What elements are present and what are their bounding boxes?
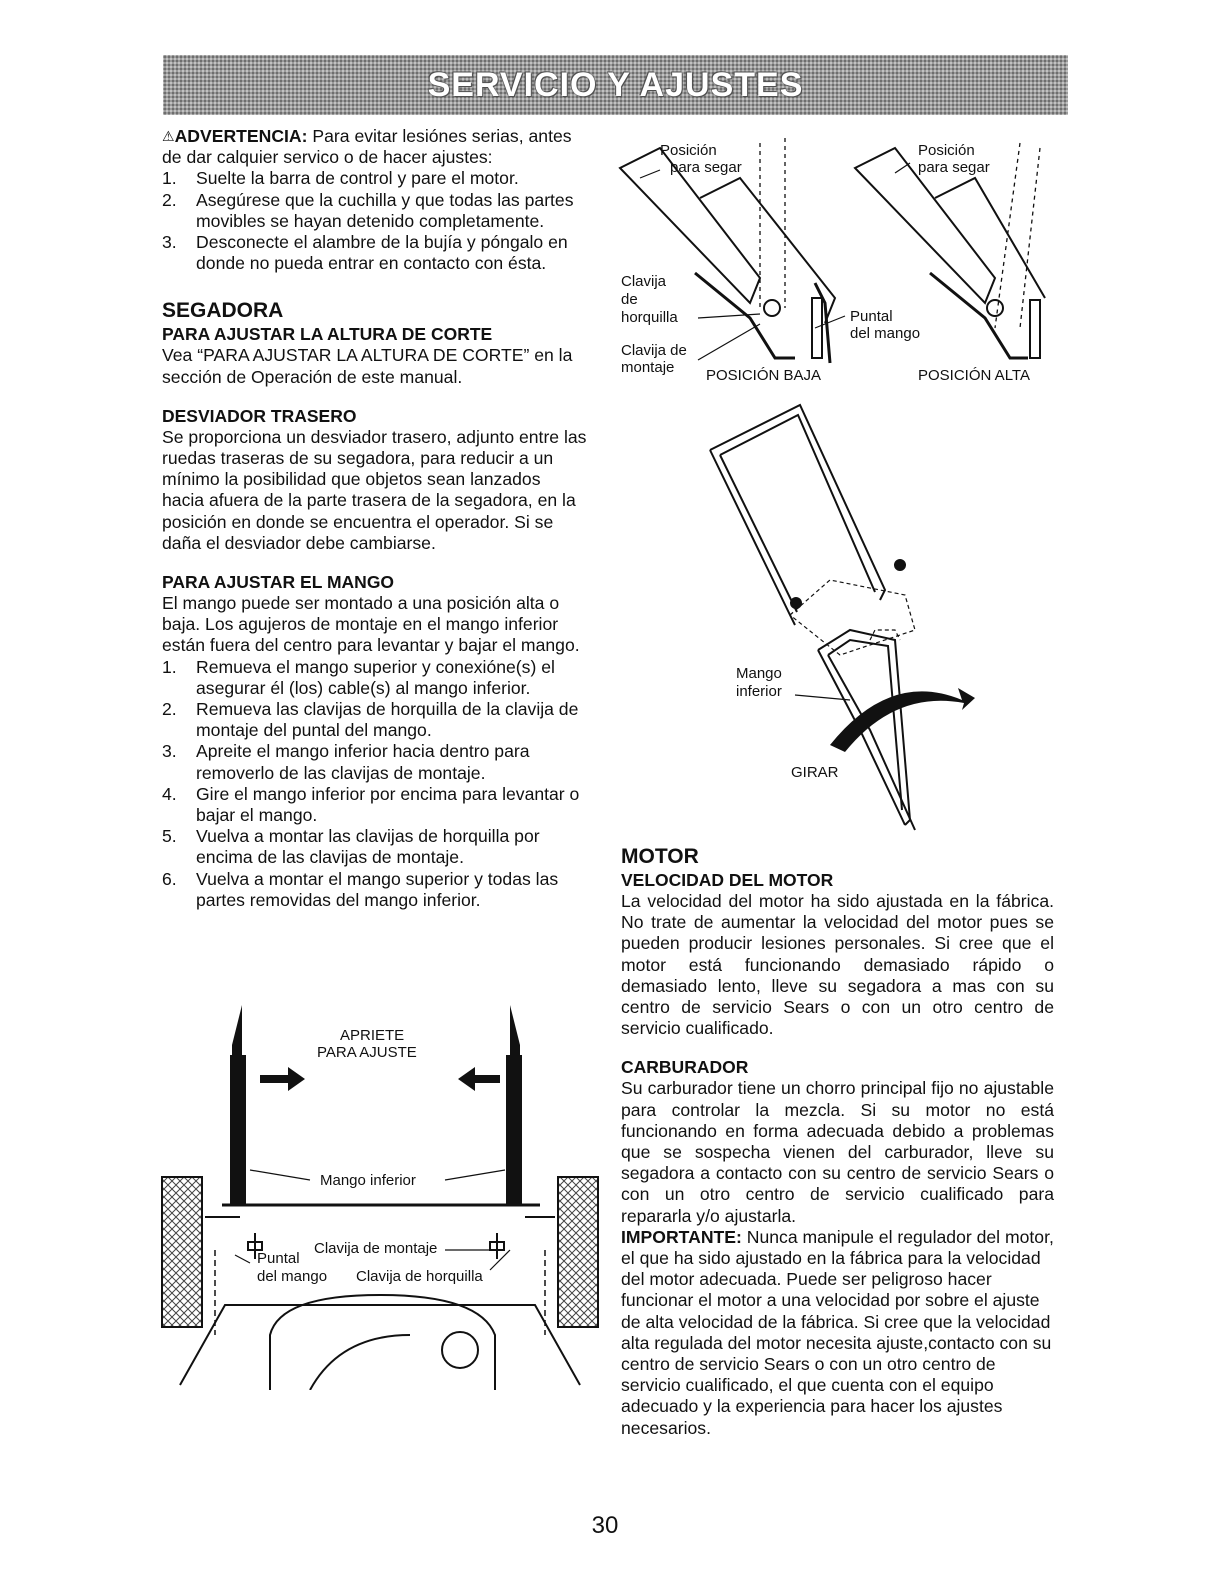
- left-column: [162, 126, 587, 911]
- label-de: de: [621, 291, 638, 308]
- importante-text: Nunca manipule el regulador del motor, el que ha sido ajustado en la fábrica para la velocidad del motor adecuada. Puede ser peligroso hacer funcionar el motor a una velocidad por sobre el ajuste de alta velocidad de la fábrica. Si cree que la velocidad alta regulada del motor necesita ajuste,contacto con su centro de servicio Sears o con un otro centro de servicio cualificado, el que cuenta con el equipo adecuado y la experiencia para hacer los ajustes necesarios.: [621, 1226, 1054, 1438]
- label-del-mango: del mango: [850, 325, 921, 342]
- label-clavija-de: Clavija de: [621, 342, 687, 359]
- label-girar: GIRAR: [791, 764, 839, 781]
- warning-text: Para evitar lesiónes serias, antes de dar calquier servico o de hacer ajustes:: [162, 126, 572, 168]
- section-banner: [163, 55, 1068, 115]
- right-column: [621, 844, 1054, 1439]
- list-item: 1. Remueva el mango superior y conexióne(s) el asegurar él (los) cable(s) al mango inferior.: [162, 656, 555, 698]
- label-clavija-horquilla: Clavija de horquilla: [356, 1268, 483, 1285]
- label-posicion-baja: POSICIÓN BAJA: [706, 367, 822, 384]
- importante-label: IMPORTANTE:: [621, 1226, 742, 1247]
- segadora-heading: SEGADORA: [162, 299, 284, 323]
- importante-paragraph: [621, 1227, 1054, 1439]
- warning-label: ADVERTENCIA:: [174, 126, 308, 146]
- label-para-segar-right: para segar: [918, 159, 990, 176]
- altura-heading: PARA AJUSTAR LA ALTURA DE CORTE: [162, 324, 493, 345]
- mango-heading: PARA AJUSTAR EL MANGO: [162, 572, 395, 593]
- label-del-mango: del mango: [257, 1268, 328, 1285]
- velocidad-heading: VELOCIDAD DEL MOTOR: [621, 870, 834, 890]
- list-item: 2. Asegúrese que la cuchilla y que todas las partes movibles se hayan detenido completamente.: [162, 189, 574, 231]
- label-horquilla: horquilla: [621, 309, 678, 326]
- altura-text: Vea “PARA AJUSTAR LA ALTURA DE CORTE” en la sección de Operación de este manual.: [162, 345, 573, 387]
- arrow-right-icon: [260, 1067, 305, 1091]
- warning-paragraph: [162, 126, 587, 168]
- label-posicion-alta: POSICIÓN ALTA: [918, 367, 1030, 384]
- label-mango-inferior: Mango inferior: [320, 1172, 416, 1189]
- list-item: 1. Suelte la barra de control y pare el motor.: [162, 168, 519, 189]
- label-inferior: inferior: [736, 683, 782, 700]
- carburador-heading: CARBURADOR: [621, 1057, 749, 1078]
- handle-positions-figure: [600, 128, 1060, 393]
- label-apriete: APRIETE: [340, 1027, 405, 1044]
- list-item: 4. Gire el mango inferior por encima para levantar o bajar el mango.: [162, 783, 580, 826]
- mower-handle-figure: [160, 1005, 600, 1390]
- warning-triangle-icon: ⚠: [162, 128, 175, 144]
- velocidad-text: La velocidad del motor ha sido ajustada en la fábrica. No trate de aumentar la velocidad del motor pues se pueden producir lesiones personales. Si cree que el motor está funcionando demasiado rápido o demasiado lento, lleve su segadora a mas con su centro de servicio Sears o con un otro centro de servicio cualificado.: [621, 891, 1054, 1039]
- label-mango: Mango: [736, 665, 782, 682]
- label-clavija: Clavija: [621, 273, 667, 290]
- label-clavija-montaje: Clavija de montaje: [314, 1240, 438, 1257]
- label-para-segar-left: para segar: [670, 159, 742, 176]
- desviador-text: Se proporciona un desviador trasero, adjunto entre las ruedas traseras de su segadora, para reducir a un mínimo la posibilidad que objetos sean lanzados hacia afuera de la parte trasera de la segadora, en la posición en donde se encuentra el operador. Si se daña el desviador debe cambiarse.: [162, 426, 587, 553]
- page-title: SERVICIO Y AJUSTES: [427, 65, 804, 104]
- list-item: 6. Vuelva a montar el mango superior y todas las partes removidas del mango inferior.: [162, 868, 559, 910]
- carburador-text: Su carburador tiene un chorro principal fijo no ajustable para controlar la mezcla. Si su motor no está funcionando en forma adecuada debido a problemas que se sospecha vienen del carburador, lleve su segadora a contacto con su centro de servicio Sears o con un otro centro de servicio cualificado para repararla y/o ajustarla.: [621, 1078, 1054, 1226]
- list-item: 3. Apreite el mango inferior hacia dentro para removerlo de las clavijas de montaje.: [162, 741, 530, 783]
- desviador-heading: DESVIADOR TRASERO: [162, 405, 357, 426]
- mango-steps: [162, 657, 587, 911]
- label-puntal: Puntal: [257, 1250, 300, 1267]
- page-number: 30: [591, 1512, 619, 1539]
- list-item: 2. Remueva las clavijas de horquilla de la clavija de montaje del puntal del mango.: [162, 699, 579, 741]
- label-para-ajuste: PARA AJUSTE: [317, 1044, 417, 1061]
- label-puntal: Puntal: [850, 308, 893, 325]
- list-item: 5. Vuelva a montar las clavijas de horquilla por encima de las clavijas de montaje.: [162, 826, 540, 868]
- label-posicion-left: Posición: [660, 142, 717, 159]
- rotate-handle-figure: [700, 400, 1000, 840]
- label-montaje: montaje: [621, 359, 675, 376]
- motor-heading: MOTOR: [621, 845, 699, 868]
- mango-text: El mango puede ser montado a una posición alta o baja. Los agujeros de montaje en el mango inferior están fuera del centro para levantar y bajar el mango.: [162, 593, 580, 656]
- label-posicion-right: Posición: [918, 142, 975, 159]
- list-item: 3. Desconecte el alambre de la bujía y póngalo en donde no pueda entrar en contacto con ésta.: [162, 232, 568, 274]
- arrow-left-icon: [458, 1067, 500, 1091]
- warning-list: [162, 168, 587, 274]
